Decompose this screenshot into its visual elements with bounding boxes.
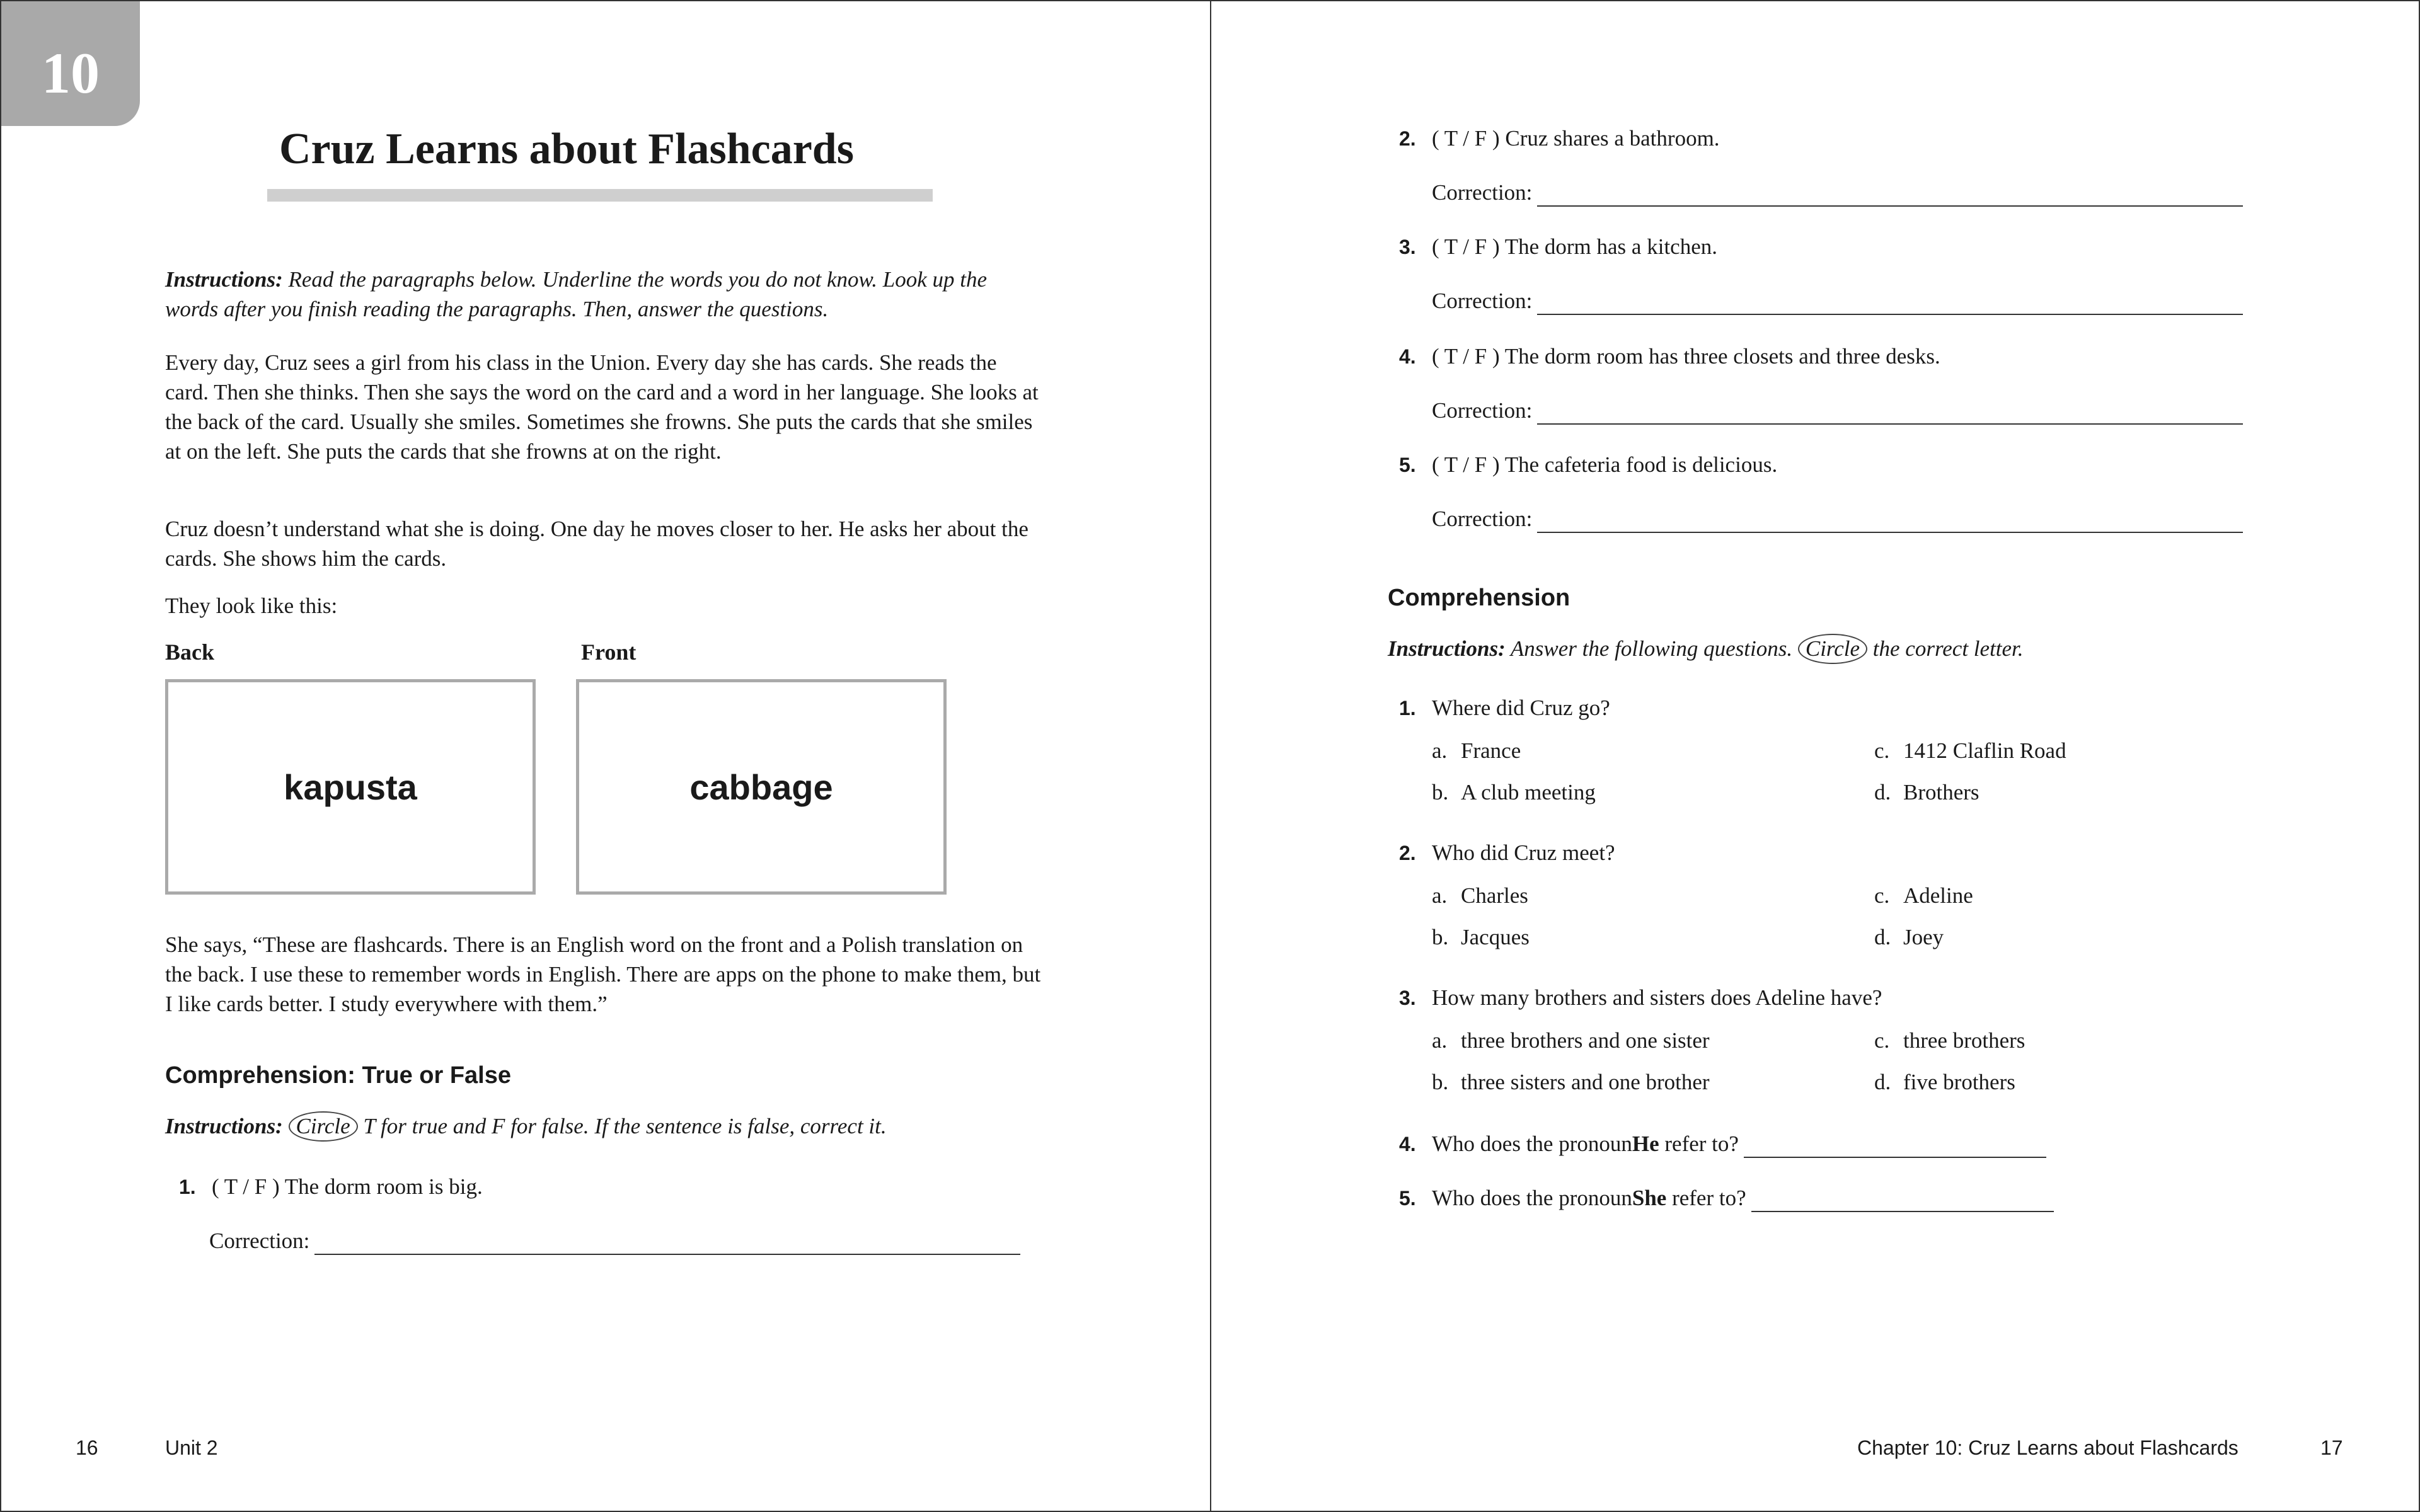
question-3 [1399, 984, 1882, 1012]
q2-option-c[interactable] [1874, 882, 1973, 910]
comp-instructions-post: the correct letter. [1867, 636, 2024, 661]
q1-option-c[interactable] [1874, 737, 2066, 765]
correction-line-5[interactable] [1537, 513, 2243, 533]
correction-line-4[interactable] [1537, 404, 2243, 425]
comp-instructions-pre: Answer the following questions. [1505, 636, 1798, 661]
title-underline [267, 189, 933, 202]
option-letter: d. [1874, 925, 1891, 949]
left-page-number: 16 [76, 1436, 98, 1459]
page-title: Cruz Learns about Flashcards [279, 125, 854, 173]
reading-instructions [165, 265, 1041, 324]
question-5-text-end: refer to? [1672, 1186, 1746, 1210]
correction-label: Correction: [1432, 289, 1533, 313]
question-3-text: How many brothers and sisters does Adeline have? [1432, 985, 1882, 1010]
q3-option-d[interactable] [1874, 1068, 2015, 1096]
option-text: five brothers [1903, 1070, 2015, 1094]
question-5-number: 5. [1399, 1187, 1416, 1210]
flashcard-back-word: kapusta [284, 767, 417, 807]
comprehension-instructions [1388, 634, 2024, 664]
tf-correction-5 [1432, 505, 2243, 533]
correction-line-1[interactable] [314, 1235, 1020, 1255]
tf-instructions-label: Instructions: [165, 1114, 283, 1138]
q3-option-b[interactable] [1432, 1068, 1710, 1096]
true-false-heading: Comprehension: True or False [165, 1062, 511, 1089]
option-letter: c. [1874, 883, 1890, 908]
option-letter: b. [1432, 1070, 1449, 1094]
question-3-number: 3. [1399, 987, 1416, 1009]
right-page-number: 17 [2320, 1436, 2343, 1459]
flashcard-back [165, 679, 536, 895]
option-letter: a. [1432, 1028, 1448, 1053]
tf-question-1-number: 1. [179, 1176, 196, 1198]
question-1 [1399, 694, 1610, 722]
tf-question-3-number: 3. [1399, 236, 1416, 258]
option-text: France [1461, 738, 1521, 763]
instructions-label: Instructions: [165, 267, 283, 292]
question-4-bold-word: He [1632, 1131, 1659, 1156]
option-text: A club meeting [1461, 780, 1596, 805]
chapter-number-tab: 10 [1, 1, 140, 126]
option-letter: b. [1432, 780, 1449, 805]
tf-question-1-text: ( T / F ) The dorm room is big. [212, 1174, 483, 1199]
q2-option-d[interactable] [1874, 924, 1944, 951]
q3-option-a[interactable] [1432, 1027, 1710, 1055]
option-text: 1412 Claflin Road [1903, 738, 2066, 763]
answer-line-4[interactable] [1744, 1138, 2046, 1158]
question-4-number: 4. [1399, 1133, 1416, 1155]
flashcard-front [576, 679, 947, 895]
question-5 [1399, 1184, 2054, 1212]
question-4-text: Who does the pronoun [1432, 1131, 1632, 1156]
tf-question-1 [179, 1173, 483, 1201]
paragraph-1: Every day, Cruz sees a girl from his class in the Union. Every day she has cards. She reads the card. Then she thinks. Then she says the word on the card and a word in her language. She looks at the back of the card. Usually she smiles. Sometimes she frowns. She puts the cards that she smiles at on the left. She puts the cards that she frowns at on the right. [165, 350, 1039, 464]
option-letter: a. [1432, 738, 1448, 763]
option-text: Charles [1461, 883, 1528, 908]
q1-option-d[interactable] [1874, 779, 1979, 806]
tf-question-5-number: 5. [1399, 454, 1416, 476]
q3-option-c[interactable] [1874, 1027, 2025, 1055]
card-back-label: Back [165, 639, 215, 665]
answer-line-5[interactable] [1751, 1192, 2054, 1212]
true-false-instructions [165, 1111, 887, 1142]
question-5-text: Who does the pronoun [1432, 1186, 1632, 1210]
card-front-label: Front [581, 639, 637, 665]
paragraph-4: She says, “These are flashcards. There is an English word on the front and a Polish translation on the back. I use these to remember words in English. There are apps on the phone to make them, but I like cards better. I study everywhere with them.” [165, 932, 1041, 1016]
option-text: Adeline [1903, 883, 1973, 908]
option-letter: a. [1432, 883, 1448, 908]
tf-question-3 [1399, 233, 1717, 261]
tf-correction-3 [1432, 287, 2243, 315]
tf-question-5 [1399, 451, 1777, 479]
question-1-text: Where did Cruz go? [1432, 696, 1610, 720]
option-text: Joey [1903, 925, 1944, 949]
chapter-footer: Chapter 10: Cruz Learns about Flashcards [1857, 1436, 2238, 1459]
paragraph-2: Cruz doesn’t understand what she is doing. One day he moves closer to her. He asks her about the cards. She shows him the cards. [165, 517, 1028, 571]
circle-word: Circle [289, 1111, 358, 1142]
tf-question-2 [1399, 125, 1720, 152]
correction-label: Correction: [1432, 507, 1533, 531]
instructions-text: Read the paragraphs below. Underline the words you do not know. Look up the words after you finish reading the paragraphs. Then, answer the questions. [165, 267, 988, 321]
correction-label: Correction: [1432, 180, 1533, 205]
tf-question-4 [1399, 343, 1940, 370]
tf-question-4-number: 4. [1399, 345, 1416, 368]
option-text: three brothers and one sister [1461, 1028, 1710, 1053]
tf-correction-4 [1432, 397, 2243, 425]
question-2-text: Who did Cruz meet? [1432, 840, 1615, 865]
question-4 [1399, 1130, 2046, 1158]
unit-label: Unit 2 [165, 1436, 218, 1459]
option-text: three brothers [1903, 1028, 2025, 1053]
tf-question-2-number: 2. [1399, 127, 1416, 150]
q2-option-b[interactable] [1432, 924, 1530, 951]
option-text: Brothers [1903, 780, 1979, 805]
tf-question-4-text: ( T / F ) The dorm room has three closets and three desks. [1432, 344, 1940, 369]
correction-line-2[interactable] [1537, 186, 2243, 207]
comp-instructions-label: Instructions: [1388, 636, 1506, 661]
question-2-number: 2. [1399, 842, 1416, 864]
option-letter: b. [1432, 925, 1449, 949]
comprehension-heading: Comprehension [1388, 585, 1570, 611]
tf-question-2-text: ( T / F ) Cruz shares a bathroom. [1432, 126, 1720, 151]
q2-option-a[interactable] [1432, 882, 1528, 910]
circle-word: Circle [1798, 634, 1867, 664]
tf-question-3-text: ( T / F ) The dorm has a kitchen. [1432, 234, 1717, 259]
q1-option-a[interactable] [1432, 737, 1521, 765]
tf-question-5-text: ( T / F ) The cafeteria food is delicious. [1432, 452, 1778, 477]
correction-label: Correction: [1432, 398, 1533, 423]
option-letter: d. [1874, 780, 1891, 805]
question-2 [1399, 839, 1615, 867]
question-4-text-end: refer to? [1664, 1131, 1739, 1156]
question-5-bold-word: She [1632, 1186, 1667, 1210]
option-letter: d. [1874, 1070, 1891, 1094]
q1-option-b[interactable] [1432, 779, 1596, 806]
paragraph-3: They look like this: [165, 593, 338, 618]
tf-correction-2 [1432, 179, 2243, 207]
option-letter: c. [1874, 1028, 1890, 1053]
option-text: three sisters and one brother [1461, 1070, 1710, 1094]
flashcard-front-word: cabbage [689, 767, 833, 807]
tf-correction-1 [209, 1227, 1020, 1255]
tf-instructions-rest: T for true and F for false. If the sentence is false, correct it. [357, 1114, 887, 1138]
question-1-number: 1. [1399, 697, 1416, 719]
correction-label: Correction: [209, 1228, 310, 1253]
right-page [1210, 0, 2420, 1512]
option-text: Jacques [1461, 925, 1530, 949]
correction-line-3[interactable] [1537, 295, 2243, 315]
option-letter: c. [1874, 738, 1890, 763]
